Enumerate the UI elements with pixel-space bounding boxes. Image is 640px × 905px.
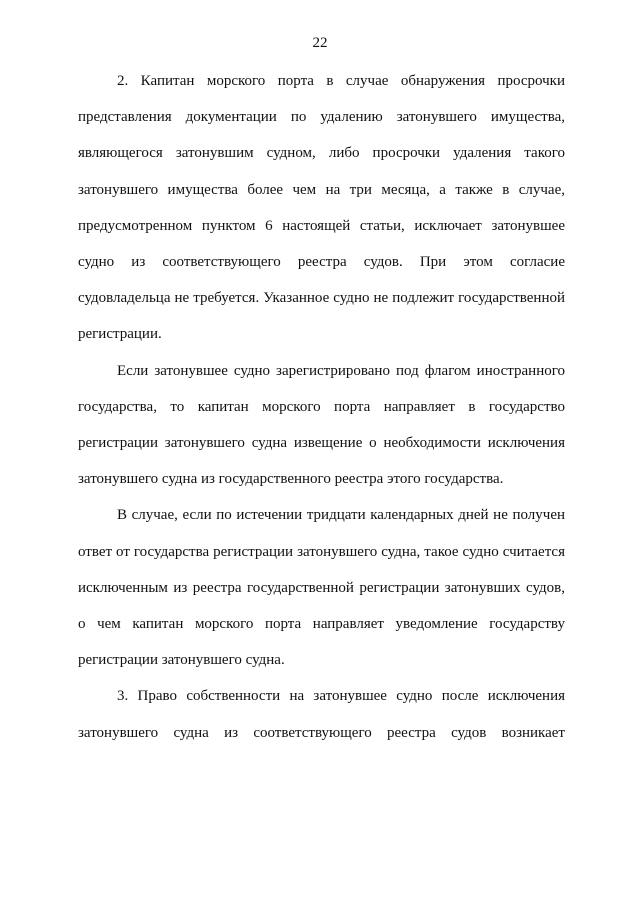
paragraph-thirty-days: В случае, если по истечении тридцати календарных дней не получен ответ от государства регистрации затонувшего судна, такое судно считается исключенным из реестра государственной регистрации затонувших судов, о чем капитан морского порта направляет уведомление государству регистрации затонувшего судна. xyxy=(78,507,565,669)
page-number: 22 xyxy=(312,35,328,51)
paragraph-item-3: 3. Право собственности на затонувшее судно после исключения затонувшего судна из соответствующего реестра судов возникает xyxy=(78,688,565,741)
document-body xyxy=(78,63,565,751)
paragraph-foreign-flag: Если затонувшее судно зарегистрировано под флагом иностранного государства, то капитан морского порта направляет в государство регистрации затонувшего судна извещение о необходимости исключения затонувшего судна из государственного реестра этого государства. xyxy=(78,362,565,488)
paragraph-item-2: 2. Капитан морского порта в случае обнаружения просрочки представления документации по удалению затонувшего имущества, являющегося затонувшим судном, либо просрочки удаления такого затонувшего имущества более чем на три месяца, а также в случае, предусмотренном пунктом 6 настоящей статьи, исключает затонувшее судно из соответствующего реестра судов. При этом согласие судовладельца не требуется. Указанное судно не подлежит государственной регистрации. xyxy=(78,73,565,343)
